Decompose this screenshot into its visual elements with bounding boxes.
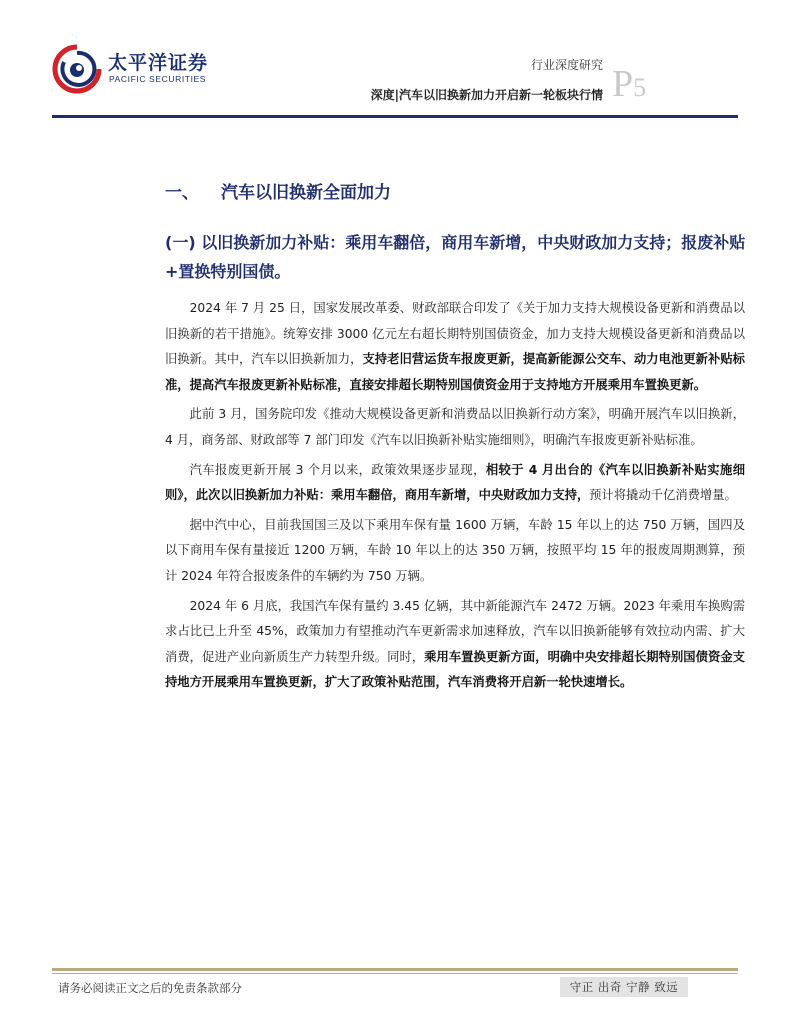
header-divider [52, 115, 738, 118]
report-type: 行业深度研究 [530, 58, 603, 72]
text-run: 此前 3 月，国务院印发《推动大规模设备更新和消费品以旧换新行动方案》，明确开展汽车以旧换新，4 月，商务部、财政部等 7 部门印发《汽车以旧换新补贴实施细则》，明确汽车报废更新补贴标准。 [165, 407, 745, 447]
logo-chinese-name: 太平洋证券 [108, 52, 209, 74]
paragraph [165, 458, 745, 509]
body-text [165, 296, 745, 700]
bold-text-run: 乘用车置换更新方面，明确中央安排超长期特别国债资金支持地方开展乘用车置换更新，扩大了政策补贴范围，汽车消费将开启新一轮快速增长。 [165, 649, 745, 690]
logo-english-name: PACIFIC SECURITIES [109, 74, 207, 84]
section-number: 一、 [165, 183, 199, 203]
paragraph [165, 513, 745, 590]
company-motto: 守正 出奇 宁静 致远 [560, 977, 688, 997]
paragraph [165, 402, 745, 453]
text-run: 2024 年 6 月底，我国汽车保有量约 3.45 亿辆，其中新能源汽车 2472 万辆。2023 年乘用车换购需求占比已上升至 45%，政策加力有望推动汽车更新需求加速释放，汽车以旧换新能够有效拉动内需、扩大消费，促进产业向新质生产力转型升级。同时， [165, 598, 745, 664]
text-run: 2024 年 7 月 25 日，国家发展改革委、财政部联合印发了《关于加力支持大规模设备更新和消费品以旧换新的若干措施》。统筹安排 3000 亿元左右超长期特别国债资金，加力支持大规模设备更新和消费品以旧换新。其中，汽车以旧换新加力， [165, 301, 745, 367]
bold-text-run: 相较于 4 月出台的《汽车以旧换新补贴实施细则》，此次以旧换新加力补贴：乘用车翻倍，商用车新增，中央财政加力支持， [165, 462, 745, 503]
disclaimer-text: 请务必阅读正文之后的免责条款部分 [58, 981, 242, 995]
section-heading [165, 178, 391, 203]
pacific-logo-icon [52, 44, 102, 94]
bold-text-run: 支持老旧营运货车报废更新，提高新能源公交车、动力电池更新补贴标准，提高汽车报废更新补贴标准，直接安排超长期特别国债资金用于支持地方开展乘用车置换更新。 [165, 352, 745, 392]
report-title: 深度|汽车以旧换新加力开启新一轮板块行情 [370, 88, 603, 102]
section-title: 汽车以旧换新全面加力 [221, 183, 391, 203]
footer-divider-thin [52, 973, 738, 974]
text-run: 汽车报废更新开展 3 个月以来，政策效果逐步显现， [189, 462, 486, 477]
company-logo [52, 44, 212, 92]
paragraph [165, 594, 745, 696]
subsection-heading: (一) 以旧换新加力补贴：乘用车翻倍，商用车新增，中央财政加力支持；报废补贴+置换特别国债。 [165, 233, 746, 281]
page-digit: 5 [633, 73, 647, 102]
page-header [0, 0, 791, 120]
text-run: 据中汽中心，目前我国国三及以下乘用车保有量 1600 万辆，车龄 15 年以上的达 750 万辆，国四及以下商用车保有量接近 1200 万辆，车龄 10 年以上的达 350 万辆，按照平均 15 年的报废周期测算，预计 2024 年符合报废条件的车辆约为 750 万辆。 [165, 517, 745, 583]
page-number [612, 62, 646, 106]
paragraph [165, 296, 745, 398]
footer-divider [52, 968, 738, 971]
page-letter: P [612, 63, 634, 105]
text-run: 预计将撬动千亿消费增量。 [589, 488, 737, 503]
